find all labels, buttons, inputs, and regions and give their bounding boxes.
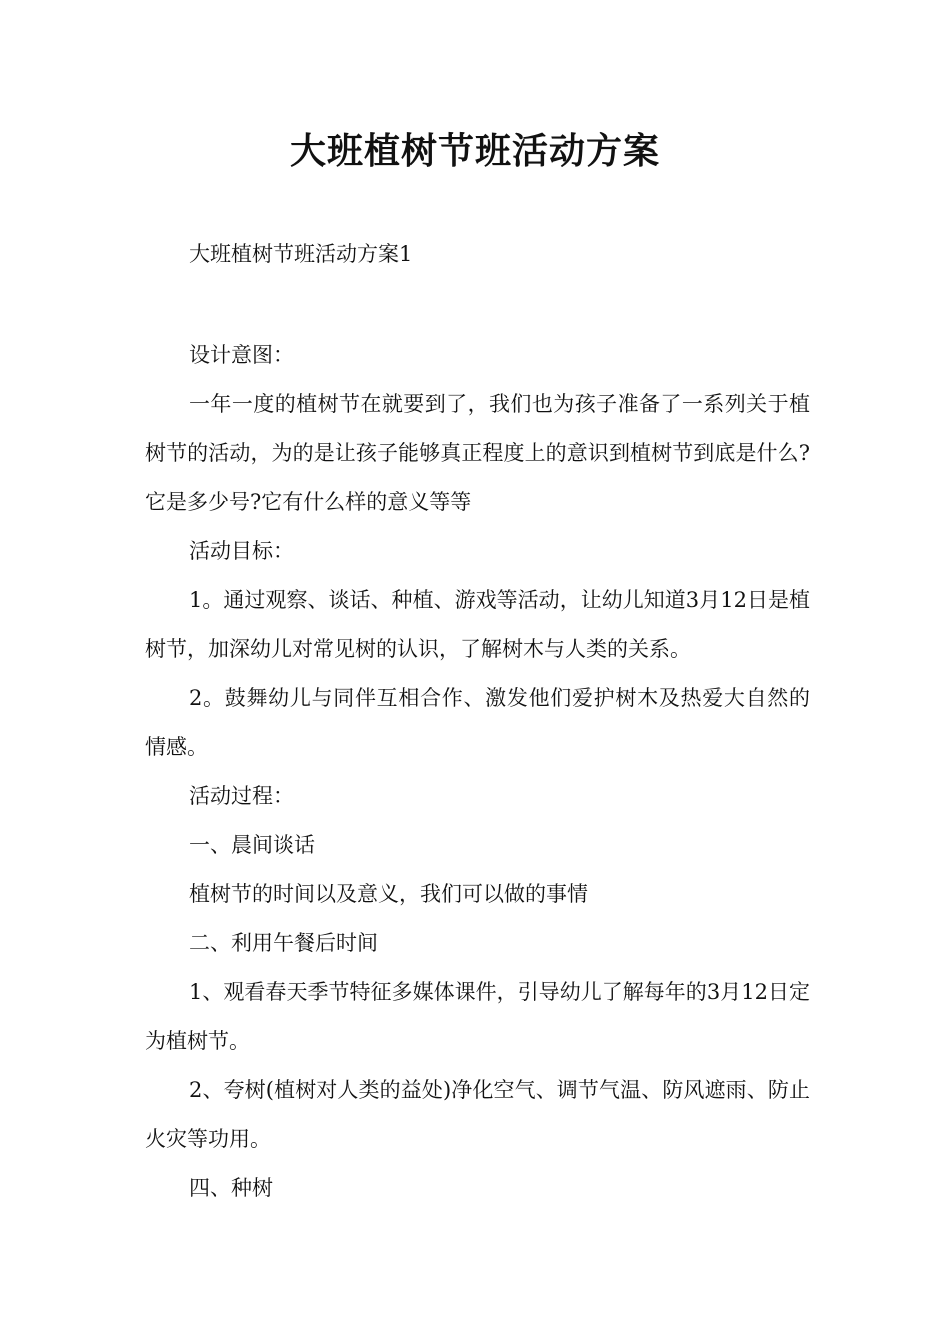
- paragraph: 一年一度的植树节在就要到了，我们也为孩子准备了一系列关于植树节的活动，为的是让孩子能够真正程度上的意识到植树节到底是什么?它是多少号?它有什么样的意义等等: [145, 392, 810, 514]
- paragraph: 四、种树: [189, 1176, 273, 1200]
- paragraph: 1、观看春天季节特征多媒体课件，引导幼儿了解每年的3月12日定为植树节。: [145, 980, 810, 1053]
- section-heading: 大班植树节班活动方案1: [189, 242, 413, 266]
- paragraph: 植树节的时间以及意义，我们可以做的事情: [189, 882, 588, 906]
- paragraph: 二、利用午餐后时间: [189, 931, 378, 955]
- paragraph: 一、晨间谈话: [189, 833, 315, 857]
- paragraph: 设计意图：: [189, 343, 294, 367]
- paragraph: 2、夸树(植树对人类的益处)净化空气、调节气温、防风遮雨、防止火灾等功用。: [145, 1078, 810, 1151]
- document-body: [145, 230, 810, 1213]
- document-title: 大班植树节班活动方案: [289, 131, 660, 172]
- paragraph: 2。鼓舞幼儿与同伴互相合作、激发他们爱护树木及热爱大自然的情感。: [145, 686, 810, 759]
- paragraph: 活动过程：: [189, 784, 294, 808]
- paragraph: 活动目标：: [189, 539, 294, 563]
- paragraph: 1。通过观察、谈话、种植、游戏等活动，让幼儿知道3月12日是植树节，加深幼儿对常见树的认识，了解树木与人类的关系。: [145, 588, 810, 661]
